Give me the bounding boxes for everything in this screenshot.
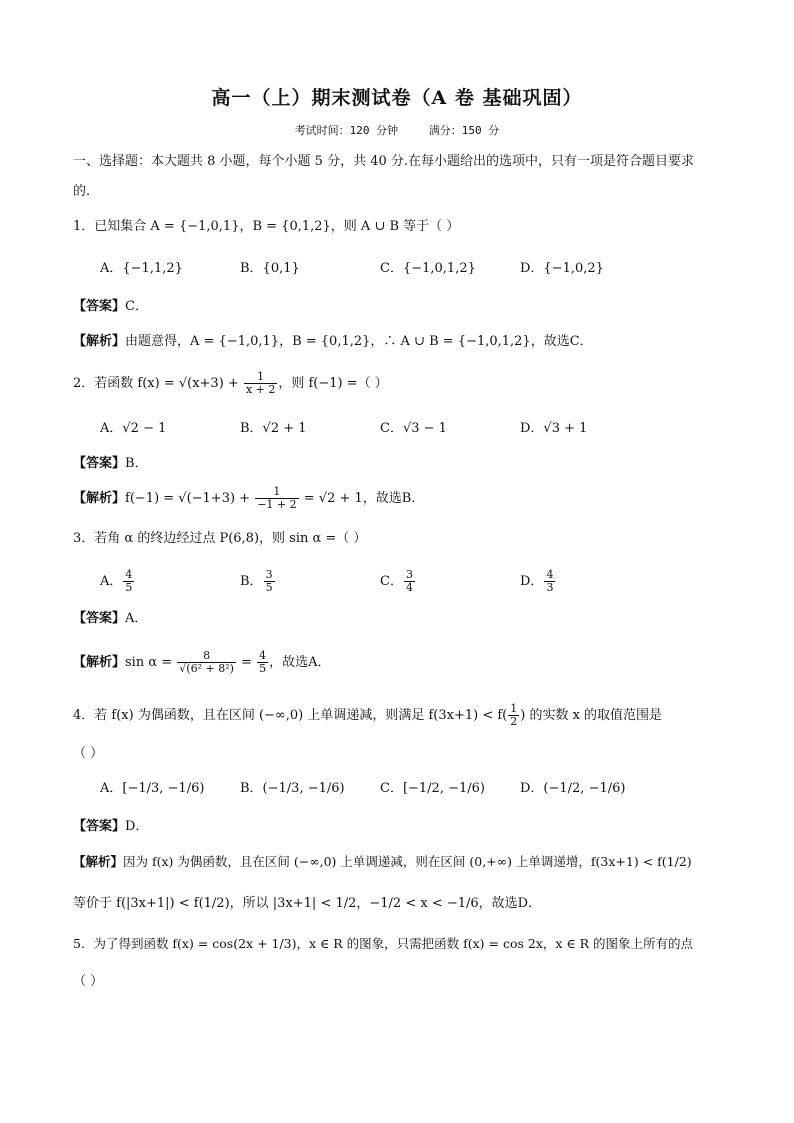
q4-fraction	[508, 703, 519, 728]
frac-den: 3	[546, 581, 554, 594]
q2-option-b: B．√2 + 1	[240, 421, 307, 436]
analysis-mid: =	[236, 655, 257, 670]
q2-answer	[73, 455, 148, 473]
q3-analysis	[73, 645, 330, 681]
question-5-stem: 5．为了得到函数 f(x) = cos(2x + 1/3)，x ∈ R 的图象，只需把函数 f(x) = cos 2x，x ∈ R 的图象上所有的点	[73, 936, 694, 951]
option-label: B．	[240, 574, 263, 589]
q4-option-b: B．(−1/3, −1/6)	[240, 781, 345, 796]
frac-den: 5	[259, 662, 267, 675]
question-3-stem: 3．若角 α 的终边经过点 P(6,8)，则 sin α =（ ）	[73, 531, 367, 546]
q3-analysis-fraction-2	[257, 650, 268, 675]
answer-label: 【答案】	[73, 456, 126, 471]
q1-analysis	[73, 333, 593, 351]
q4-analysis	[73, 853, 692, 871]
q4-option-c: C．[−1/2, −1/6)	[380, 781, 485, 796]
q4-stem-post: ) 的实数 x 的取值范围是	[520, 708, 663, 723]
page-title: 高一（上）期末测试卷（A 卷 基础巩固）	[211, 87, 583, 109]
q2-stem-post: ，则 f(−1) =（ ）	[278, 376, 388, 391]
analysis-post: = √2 + 1，故选B．	[299, 491, 425, 506]
question-4-stem-cont: （ ）	[73, 746, 104, 761]
analysis-text: 因为 f(x) 为偶函数，且在区间 (−∞,0) 上单调递减，则在区间 (0,+∞) 上单调递增，f(3x+1) < f(1/2)	[123, 854, 692, 869]
frac-num: 4	[546, 568, 554, 581]
option-fraction	[404, 569, 415, 594]
q3-option-b	[240, 566, 276, 598]
q4-option-a: A．[−1/3, −1/6)	[100, 781, 205, 796]
q1-option-b: B．{0,1}	[240, 261, 300, 276]
option-fraction	[264, 569, 275, 594]
q3-option-d	[520, 566, 556, 598]
section-heading: 一、选择题：本大题共 8 小题，每个小题 5 分，共 40 分.在每小题给出的选项中，只有一项是符合题目要求	[73, 154, 695, 169]
analysis-text: 由题意得，A = {−1,0,1}，B = {0,1,2}，∴ A ∪ B = {−1,0,1,2}，故选C．	[125, 334, 593, 349]
q2-analysis	[73, 483, 424, 515]
q1-option-d: D．{−1,0,2}	[520, 261, 604, 276]
q4-option-d: D．(−1/2, −1/6)	[520, 781, 626, 796]
q1-option-a: A．{−1,1,2}	[100, 261, 183, 276]
q1-answer	[73, 298, 148, 316]
frac-den: 2	[510, 715, 518, 728]
q2-option-d: D．√3 + 1	[520, 421, 588, 436]
q4-analysis-cont: 等价于 f(|3x+1|) < f(1/2)，所以 |3x+1| < 1/2，−1/2 < x < −1/6，故选D．	[73, 896, 542, 911]
answer-label: 【答案】	[73, 819, 126, 834]
analysis-pre: f(−1) = √(−1+3) +	[125, 491, 255, 506]
frac-den: 5	[265, 581, 273, 594]
analysis-pre: sin α =	[125, 655, 177, 670]
q1-option-c: C．{−1,0,1,2}	[380, 261, 476, 276]
frac-den: 5	[125, 581, 133, 594]
frac-den: −1 + 2	[257, 498, 297, 511]
analysis-label: 【解析】	[73, 655, 126, 670]
option-label: C．	[380, 574, 403, 589]
q4-stem-pre: 4．若 f(x) 为偶函数，且在区间 (−∞,0) 上单调递减，则满足 f(3x+1) < f(	[73, 708, 508, 723]
q3-option-c	[380, 566, 416, 598]
q3-analysis-fraction-1	[177, 650, 236, 675]
frac-num: 1	[510, 702, 518, 715]
analysis-label: 【解析】	[73, 854, 124, 869]
option-label: A．	[100, 574, 123, 589]
question-2-stem	[73, 368, 388, 400]
frac-num: 3	[405, 568, 413, 581]
exam-score: 满分：150 分	[428, 124, 500, 137]
q2-analysis-fraction	[255, 486, 298, 511]
answer-label: 【答案】	[73, 299, 126, 314]
frac-num: 1	[255, 486, 298, 499]
question-5-stem-cont: （ ）	[73, 974, 104, 989]
frac-den: √(6² + 8²)	[179, 662, 234, 675]
answer-label: 【答案】	[73, 611, 126, 626]
q3-answer	[73, 610, 147, 628]
q2-frac-den: x + 2	[245, 383, 276, 396]
exam-info	[0, 122, 794, 138]
frac-num: 3	[265, 568, 273, 581]
question-1-stem: 1．已知集合 A = {−1,0,1}，B = {0,1,2}，则 A ∪ B 等于（ ）	[73, 219, 460, 234]
q2-option-c: C．√3 − 1	[380, 421, 447, 436]
q2-option-a: A．√2 − 1	[100, 421, 167, 436]
answer-value: D．	[125, 819, 149, 834]
q3-option-a	[100, 566, 135, 598]
analysis-post: ，故选A．	[269, 655, 331, 670]
q2-fraction	[244, 371, 277, 396]
answer-value: A．	[125, 611, 148, 626]
option-fraction	[544, 569, 555, 594]
q2-frac-num: 1	[244, 371, 277, 384]
section-heading-cont: 的.	[73, 184, 91, 199]
exam-time: 考试时间：120 分钟	[294, 124, 399, 137]
frac-num: 8	[177, 650, 236, 663]
q4-answer	[73, 818, 148, 836]
frac-den: 4	[405, 581, 413, 594]
answer-value: C．	[125, 299, 148, 314]
analysis-label: 【解析】	[73, 334, 126, 349]
analysis-label: 【解析】	[73, 491, 126, 506]
question-4-stem	[73, 700, 662, 732]
answer-value: B．	[125, 456, 148, 471]
frac-num: 4	[259, 649, 267, 662]
frac-num: 4	[125, 568, 133, 581]
option-fraction	[123, 569, 134, 594]
q2-stem-pre: 2．若函数 f(x) = √(x+3) +	[73, 376, 243, 391]
option-label: D．	[520, 574, 544, 589]
